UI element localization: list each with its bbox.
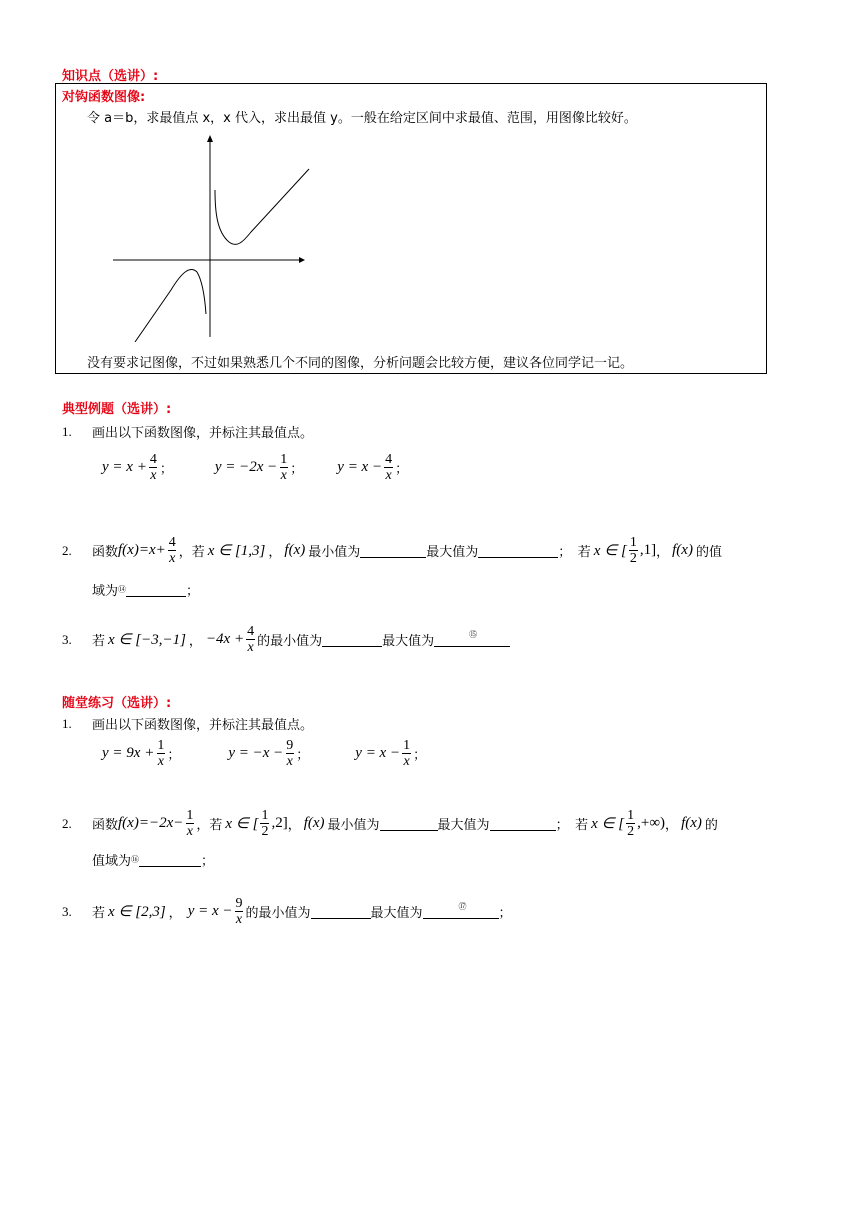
question-number: 1. bbox=[62, 715, 72, 731]
answer-blank[interactable] bbox=[360, 544, 426, 558]
box-intro: 令 a＝b，求最值点 x，x 代入，求出最值 y。一般在给定区间中求最值、范围，用图像比较好。 bbox=[87, 111, 637, 126]
answer-blank[interactable] bbox=[311, 905, 371, 919]
question-number: 2. bbox=[62, 815, 72, 831]
practice-q1-functions: y = 9x + $\frac{1}{x}$ ； y = −x − $\frac{9}{x}$ ； y = x − $\frac{1}{x}$ ； bbox=[102, 738, 427, 769]
example-q1 bbox=[62, 422, 313, 441]
answer-blank[interactable] bbox=[126, 583, 186, 597]
question-number: 2. bbox=[62, 542, 72, 558]
fraction: $\frac{1}{x}$ bbox=[186, 808, 194, 839]
answer-blank[interactable] bbox=[478, 544, 558, 558]
box-title: 对钩函数图像: bbox=[62, 90, 146, 105]
question-text: 画出以下函数图像，并标注其最值点。 bbox=[92, 426, 314, 441]
hook-function-graph bbox=[111, 132, 311, 342]
fraction: $\frac{9}{x}$ bbox=[235, 896, 243, 927]
practice-q1 bbox=[62, 714, 313, 733]
answer-blank[interactable]: ⑰ bbox=[423, 905, 499, 919]
fraction: $\frac{4}{x}$ bbox=[149, 452, 157, 483]
box-note: 没有要求记图像，不过如果熟悉几个不同的图像，分析问题会比较方便，建议各位同学记一记。 bbox=[87, 356, 634, 371]
example-q2: 2. 函数 f(x)=x+ $\frac{4}{x}$ ，若 x ∈ [1,3] ， f(x) 最小值为 最大值为 ； 若 x ∈ [ $\frac{1}{2}$ ,1] ， f(x) 的值 bbox=[62, 535, 722, 566]
answer-blank[interactable] bbox=[139, 853, 201, 867]
fraction: $\frac{4}{x}$ bbox=[247, 624, 255, 655]
formula-lhs: y = x − bbox=[337, 459, 383, 475]
practice-q3: 3. 若 x ∈ [2,3] ， y = x − $\frac{9}{x}$ 的最小值为 最大值为 ⑰ ； bbox=[62, 896, 512, 927]
fraction: $\frac{1}{x}$ bbox=[157, 738, 165, 769]
answer-blank[interactable]: ⑮ bbox=[434, 633, 510, 647]
fraction: $\frac{1}{2}$ bbox=[261, 808, 269, 839]
fraction: $\frac{1}{x}$ bbox=[403, 738, 411, 769]
knowledge-box bbox=[55, 83, 767, 374]
example-q2-line2: 域为 ⑭ ； bbox=[92, 584, 200, 599]
formula-lhs: y = −2x − bbox=[214, 459, 278, 475]
fraction: $\frac{1}{2}$ bbox=[629, 535, 637, 566]
fraction: $\frac{4}{x}$ bbox=[385, 452, 393, 483]
fraction: $\frac{1}{x}$ bbox=[280, 452, 288, 483]
fraction: $\frac{9}{x}$ bbox=[286, 738, 294, 769]
answer-blank[interactable] bbox=[380, 817, 438, 831]
example-q3: 3. 若 x ∈ [−3,−1] ， −4x + $\frac{4}{x}$ 的最小值为 最大值为 ⑮ bbox=[62, 624, 510, 655]
answer-blank[interactable] bbox=[490, 817, 556, 831]
practice-q2: 2. 函数 f(x)=−2x− $\frac{1}{x}$ ，若 x ∈ [ $\frac{1}{2}$ ,2] ， f(x) 最小值为 最大值为 ； 若 x ∈ [ $\frac{1}{2}$ ,+∞) ， f(x) 的 bbox=[62, 808, 718, 839]
section-heading-examples: 典型例题（选讲）: bbox=[62, 402, 172, 417]
practice-q2-line2: 值域为 ⑯ ； bbox=[92, 854, 215, 869]
formula-lhs: y = x + bbox=[102, 459, 147, 475]
formula-lhs: y = −x − bbox=[228, 745, 284, 761]
question-number: 1. bbox=[62, 423, 72, 439]
section-heading-practice: 随堂练习（选讲）: bbox=[62, 696, 172, 711]
section-heading-knowledge: 知识点（选讲）: bbox=[62, 69, 159, 84]
fraction: $\frac{4}{x}$ bbox=[168, 535, 176, 566]
question-number: 3. bbox=[62, 903, 72, 919]
formula-lhs: y = x − bbox=[355, 745, 401, 761]
question-text: 画出以下函数图像，并标注其最值点。 bbox=[92, 718, 314, 733]
answer-blank[interactable] bbox=[322, 633, 382, 647]
fraction: $\frac{1}{2}$ bbox=[627, 808, 635, 839]
formula-lhs: y = 9x + bbox=[102, 745, 155, 761]
question-number: 3. bbox=[62, 631, 72, 647]
example-q1-functions: y = x + $\frac{4}{x}$ ； y = −2x − $\frac{1}{x}$ ； y = x − $\frac{4}{x}$ ； bbox=[102, 452, 409, 483]
